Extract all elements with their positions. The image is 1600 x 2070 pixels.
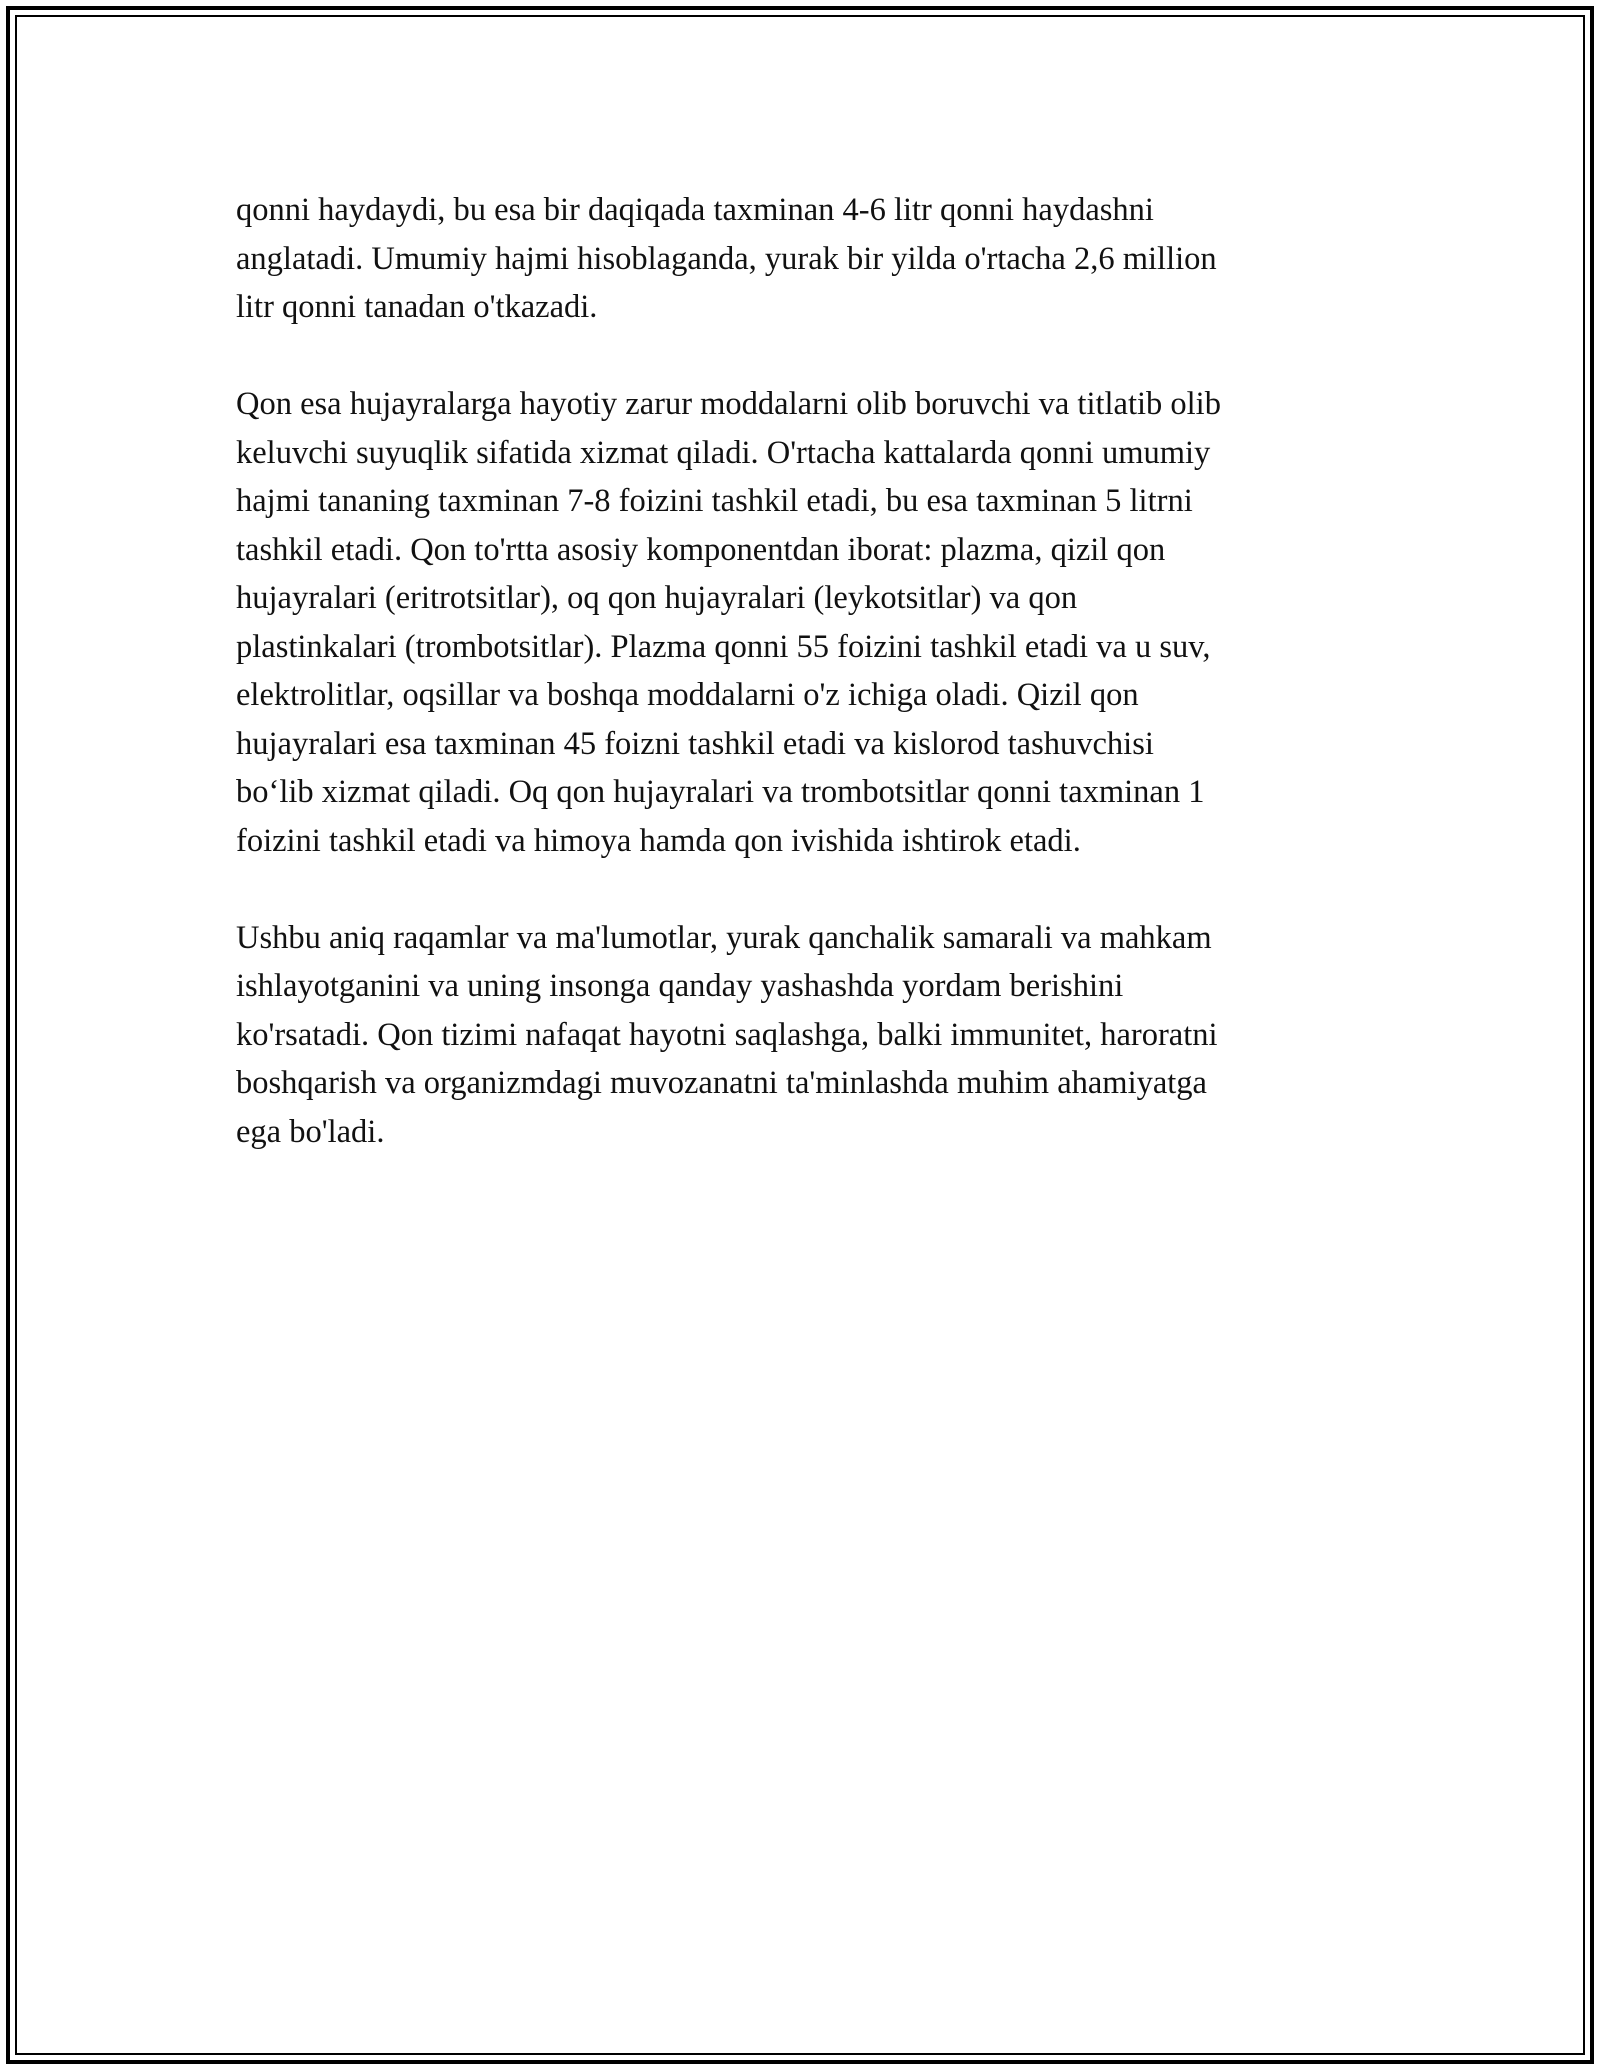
text-line: anglatadi. Umumiy hajmi hisoblaganda, yurak bir yilda o'rtacha 2,6 million: [236, 240, 1217, 277]
text-line: qonni haydaydi, bu esa bir daqiqada taxminan 4-6 litr qonni haydashni: [236, 192, 1154, 228]
text-line: hujayralari (eritrotsitlar), oq qon hujayralari (leykotsitlar) va qon: [236, 580, 1078, 616]
text-line: ishlayotganini va uning insonga qanday yashashda yordam berishini: [236, 968, 1124, 1004]
text-line: Qon esa hujayralarga hayotiy zarur moddalarni olib boruvchi va titlatib olib: [236, 386, 1221, 422]
text-line: boshqarish va organizmdagi muvozanatni ta'minlashda muhim ahamiyatga: [236, 1065, 1207, 1101]
text-line: ko'rsatadi. Qon tizimi nafaqat hayotni saqlashga, balki immunitet, haroratni: [236, 1016, 1218, 1053]
text-line: plastinkalari (trombotsitlar). Plazma qonni 55 foizini tashkil etadi va u suv,: [236, 628, 1211, 665]
text-line: ega bo'ladi.: [236, 1113, 385, 1150]
paragraph-2: [236, 380, 1366, 865]
text-line: hajmi tananing taxminan 7-8 foizini tashkil etadi, bu esa taxminan 5 litrni: [236, 483, 1193, 519]
text-line: foizini tashkil etadi va himoya hamda qon ivishida ishtirok etadi.: [236, 822, 1081, 859]
document-body: [236, 186, 1366, 1205]
text-line: keluvchi suyuqlik sifatida xizmat qiladi. O'rtacha kattalarda qonni umumiy: [236, 434, 1211, 471]
text-line: Ushbu aniq raqamlar va ma'lumotlar, yurak qanchalik samarali va mahkam: [236, 919, 1212, 956]
text-line: elektrolitlar, oqsillar va boshqa moddalarni o'z ichiga oladi. Qizil qon: [236, 677, 1139, 713]
text-line: hujayralari esa taxminan 45 foizni tashkil etadi va kislorod tashuvchisi: [236, 725, 1154, 762]
paragraph-3: [236, 914, 1366, 1157]
paragraph-1: [236, 186, 1366, 332]
text-line: tashkil etadi. Qon to'rtta asosiy komponentdan iborat: plazma, qizil qon: [236, 531, 1166, 568]
text-line: litr qonni tanadan o'tkazadi.: [236, 289, 598, 325]
text-line: bo‘lib xizmat qiladi. Oq qon hujayralari va trombotsitlar qonni taxminan 1: [236, 774, 1205, 810]
